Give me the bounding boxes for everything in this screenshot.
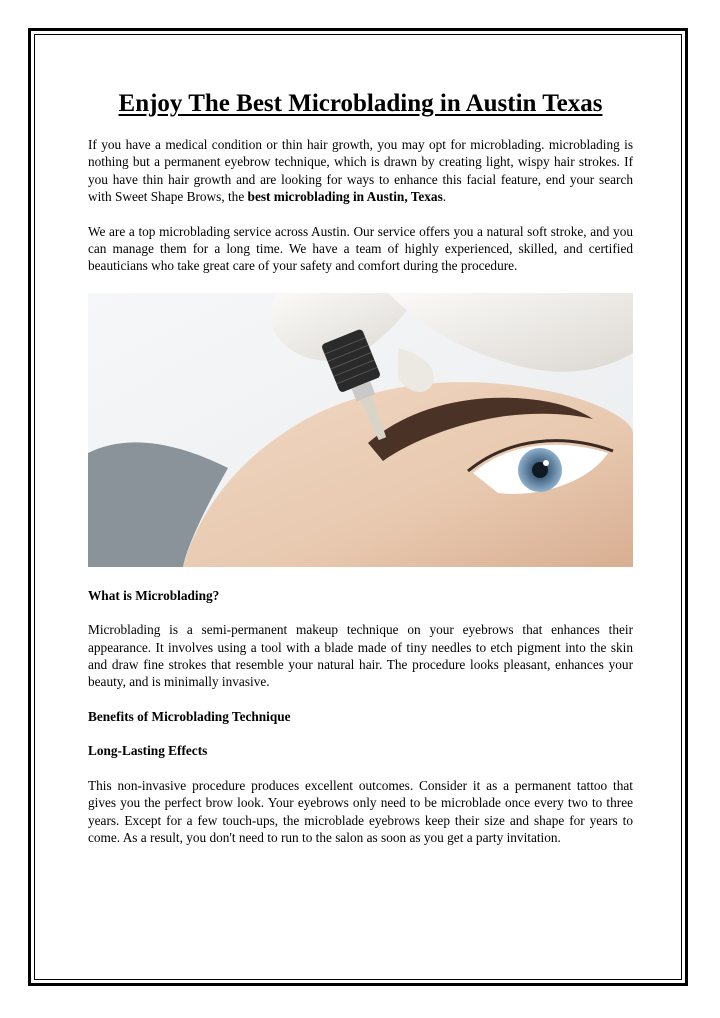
service-paragraph: We are a top microblading service across Austin. Our service offers you a natural soft stroke, and you can manage them for a long time. We have a team of highly experienced, skilled, and certified beauticians who take great care of your safety and comfort during the procedure. bbox=[88, 223, 633, 274]
intro-text: If you have a medical condition or thin hair growth, you may opt for microblading. microblading is nothing but a permanent eyebrow technique, which is drawn by creating light, wispy hair strokes. If you have thin hair growth and are looking for ways to enhance this facial feature, end your search with Sweet Shape Brows, the bbox=[88, 137, 633, 205]
long-lasting-paragraph: This non-invasive procedure produces excellent outcomes. Consider it as a permanent tattoo that gives you the perfect brow look. Your eyebrows only need to be microblade once every two to three years. Except for a few touch-ups, the microblade eyebrows keep their size and shape for years to come. As a result, you don't need to run to the salon as soon as you get a party invitation. bbox=[88, 777, 633, 845]
heading-what-is-microblading: What is Microblading? bbox=[88, 587, 220, 603]
heading-long-lasting-effects: Long-Lasting Effects bbox=[88, 743, 208, 759]
document-content bbox=[88, 88, 633, 846]
intro-bold-link-text: best microblading in Austin, Texas bbox=[247, 189, 443, 205]
heading-benefits: Benefits of Microblading Technique bbox=[88, 708, 291, 724]
page-title: Enjoy The Best Microblading in Austin Texas bbox=[118, 90, 603, 117]
intro-text-end: . bbox=[442, 189, 447, 205]
intro-paragraph bbox=[88, 136, 633, 206]
eye-highlight bbox=[543, 460, 549, 466]
microblading-photo bbox=[88, 293, 633, 567]
what-is-paragraph: Microblading is a semi-permanent makeup technique on your eyebrows that enhances their appearance. It involves using a tool with a blade made of tiny needles to etch pigment into the skin and draw fine strokes that resemble your natural hair. The procedure looks pleasant, enhances your beauty, and is minimally invasive. bbox=[88, 622, 633, 690]
